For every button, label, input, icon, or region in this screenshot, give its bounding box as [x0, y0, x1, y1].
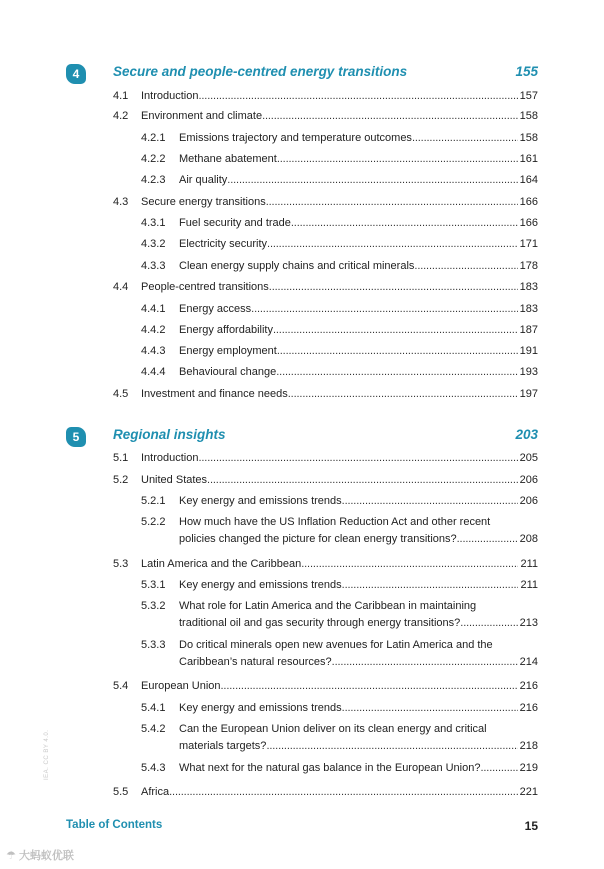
toc-entry-4-4-4[interactable] — [0, 364, 538, 381]
footer-page-number: 15 — [524, 819, 538, 833]
section-number: 5.3.3 — [141, 639, 166, 651]
section-number: 4.4.1 — [141, 303, 166, 315]
section-number: 5.4.1 — [141, 702, 166, 714]
toc-entry-5-2-2[interactable] — [0, 514, 538, 548]
page-number: 214 — [519, 656, 538, 668]
section-title: What next for the natural gas balance in the European Union? — [179, 762, 481, 774]
page-number: 171 — [519, 238, 538, 250]
page-number: 206 — [519, 495, 538, 507]
toc-entry-4-3[interactable] — [0, 194, 538, 211]
section-number: 4.4 — [113, 281, 129, 293]
toc-entry-5-4[interactable] — [0, 678, 538, 695]
section-number: 4.3.1 — [141, 217, 166, 229]
section-title: Key energy and emissions trends — [179, 495, 342, 507]
section-number: 5.4 — [113, 680, 129, 692]
toc-entry-4-3-3[interactable] — [0, 258, 538, 275]
section-title: Emissions trajectory and temperature outcomes — [179, 132, 412, 144]
section-title: Air quality — [179, 174, 228, 186]
watermark-logo — [6, 847, 74, 863]
toc-entry-5-3-2[interactable] — [0, 598, 538, 632]
section-number: 4.2.1 — [141, 132, 166, 144]
toc-entry-4-4-1[interactable] — [0, 301, 538, 318]
section-number: 4.5 — [113, 388, 129, 400]
toc-entry-4-2-3[interactable] — [0, 172, 538, 189]
section-number: 5.2.2 — [141, 516, 166, 528]
section-number: 4.4.2 — [141, 324, 166, 336]
section-number: 5.4.3 — [141, 762, 166, 774]
page-number: 183 — [519, 281, 538, 293]
page-number: 205 — [519, 452, 538, 464]
section-title: United States — [141, 474, 208, 486]
toc-entry-4-3-2[interactable] — [0, 236, 538, 253]
section-title: Key energy and emissions trends — [179, 579, 342, 591]
page-number: 161 — [519, 153, 538, 165]
page-number: 216 — [519, 702, 538, 714]
chapter-title[interactable]: Regional insights — [113, 427, 226, 442]
section-number: 4.2.3 — [141, 174, 166, 186]
section-number: 4.2 — [113, 110, 129, 122]
page-number: 187 — [519, 324, 538, 336]
section-title: traditional oil and gas security through energy transitions? — [179, 617, 461, 629]
page-number: 193 — [519, 366, 538, 378]
page-number: 158 — [519, 110, 538, 122]
page-number: 183 — [519, 303, 538, 315]
section-title: policies changed the picture for clean energy transitions? — [179, 533, 457, 545]
section-title: Methane abatement — [179, 153, 277, 165]
chapter-number-badge: 4 — [66, 64, 86, 84]
page-number: 164 — [519, 174, 538, 186]
toc-entry-5-3-1[interactable] — [0, 577, 538, 594]
page-number: 166 — [519, 217, 538, 229]
license-notice: IEA. CC BY 4.0. — [44, 729, 50, 780]
page-number: 158 — [519, 132, 538, 144]
section-number: 5.2 — [113, 474, 129, 486]
page-number: 219 — [519, 762, 538, 774]
section-title: materials targets? — [179, 740, 267, 752]
page-number: 178 — [519, 260, 538, 272]
toc-entry-5-5[interactable] — [0, 784, 538, 801]
toc-entry-4-4-2[interactable] — [0, 322, 538, 339]
section-title: Energy affordability — [179, 324, 273, 336]
chapter-page-number: 203 — [515, 427, 538, 442]
section-number: 4.4.3 — [141, 345, 166, 357]
section-number: 4.3 — [113, 196, 129, 208]
toc-entry-4-2[interactable] — [0, 108, 538, 125]
chapter-5-heading[interactable] — [66, 426, 538, 448]
section-number: 5.3.1 — [141, 579, 166, 591]
page-number: 208 — [519, 533, 538, 545]
toc-entry-4-2-2[interactable] — [0, 151, 538, 168]
page-number: 211 — [520, 558, 538, 570]
section-title-line1: Do critical minerals open new avenues for Latin America and the — [179, 639, 493, 651]
section-number: 5.4.2 — [141, 723, 166, 735]
section-title: Investment and finance needs — [141, 388, 288, 400]
watermark-icon: ☂ — [6, 850, 16, 862]
toc-entry-4-4[interactable] — [0, 279, 538, 296]
page-number: 166 — [519, 196, 538, 208]
section-number: 5.5 — [113, 786, 129, 798]
section-title: Introduction — [141, 452, 199, 464]
toc-entry-5-4-3[interactable] — [0, 760, 538, 777]
section-number: 4.4.4 — [141, 366, 166, 378]
section-title: Clean energy supply chains and critical minerals — [179, 260, 415, 272]
page-number: 218 — [519, 740, 538, 752]
section-title: Africa — [141, 786, 170, 798]
section-number: 4.1 — [113, 90, 129, 102]
page-number: 197 — [519, 388, 538, 400]
toc-entry-5-1[interactable] — [0, 450, 538, 467]
section-title: Electricity security — [179, 238, 268, 250]
toc-entry-5-2-1[interactable] — [0, 493, 538, 510]
chapter-number-badge: 5 — [66, 427, 86, 447]
section-title: Energy employment — [179, 345, 277, 357]
toc-entry-5-3[interactable] — [0, 556, 538, 573]
section-title: European Union — [141, 680, 221, 692]
section-title-line1: What role for Latin America and the Caribbean in maintaining — [179, 600, 477, 612]
section-number: 4.3.2 — [141, 238, 166, 250]
section-number: 5.3.2 — [141, 600, 166, 612]
page-number: 221 — [519, 786, 538, 798]
toc-entry-5-4-2[interactable] — [0, 721, 538, 755]
chapter-title[interactable]: Secure and people-centred energy transitions — [113, 64, 408, 79]
page-number: 206 — [519, 474, 538, 486]
section-title: Latin America and the Caribbean — [141, 558, 302, 570]
toc-entry-4-5[interactable] — [0, 386, 538, 403]
section-number: 5.1 — [113, 452, 129, 464]
section-number: 4.3.3 — [141, 260, 166, 272]
page-number: 213 — [519, 617, 538, 629]
section-title: Environment and climate — [141, 110, 263, 122]
watermark-text: 大蚂蚁优联 — [18, 850, 74, 862]
section-title: Introduction — [141, 90, 199, 102]
chapter-page-number: 155 — [515, 64, 538, 79]
section-title: Behavioural change — [179, 366, 277, 378]
section-number: 5.3 — [113, 558, 129, 570]
page-number: 216 — [519, 680, 538, 692]
toc-entry-5-2[interactable] — [0, 472, 538, 489]
page-number: 191 — [519, 345, 538, 357]
section-title-line1: Can the European Union deliver on its clean energy and critical — [179, 723, 487, 735]
section-number: 5.2.1 — [141, 495, 166, 507]
section-title: Energy access — [179, 303, 252, 315]
toc-entry-4-1[interactable] — [0, 88, 538, 105]
section-title: Key energy and emissions trends — [179, 702, 342, 714]
section-title: People-centred transitions — [141, 281, 269, 293]
toc-entry-4-3-1[interactable] — [0, 215, 538, 232]
toc-entry-4-4-3[interactable] — [0, 343, 538, 360]
toc-entry-5-3-3[interactable] — [0, 637, 538, 671]
section-title: Caribbean’s natural resources? — [179, 656, 332, 668]
chapter-4-heading[interactable] — [66, 63, 538, 85]
footer-section-title[interactable]: Table of Contents — [66, 819, 163, 831]
section-title: Fuel security and trade — [179, 217, 291, 229]
section-number: 4.2.2 — [141, 153, 166, 165]
page-number: 157 — [519, 90, 538, 102]
section-title-line1: How much have the US Inflation Reduction Act and other recent — [179, 516, 491, 528]
toc-entry-5-4-1[interactable] — [0, 700, 538, 717]
toc-entry-4-2-1[interactable] — [0, 130, 538, 147]
page-number: 211 — [520, 579, 538, 591]
section-title: Secure energy transitions — [141, 196, 266, 208]
